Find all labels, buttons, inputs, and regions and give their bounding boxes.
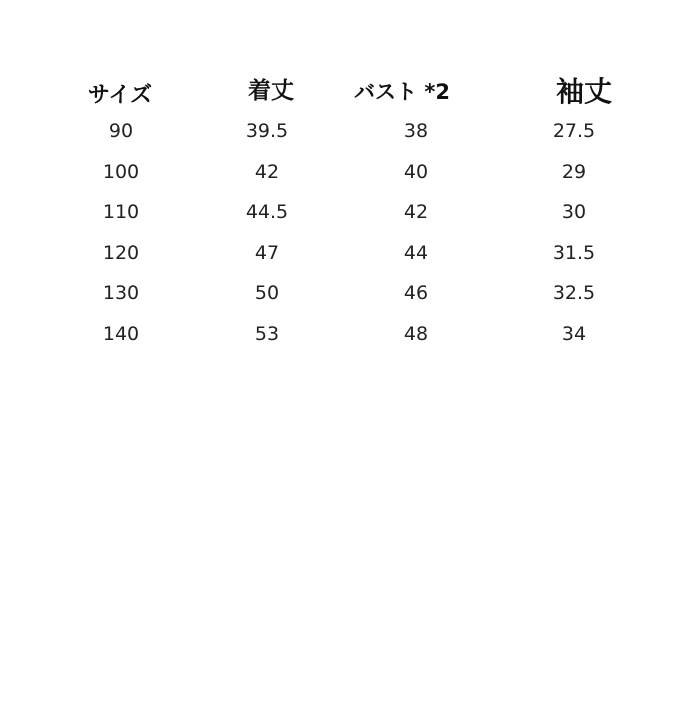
cell-sleeve: 27.5 [552, 120, 596, 142]
cell-bust: 38 [403, 120, 429, 142]
header-sleeve: 袖丈 [555, 75, 613, 108]
cell-length: 42 [254, 161, 280, 183]
cell-bust: 44 [403, 242, 429, 264]
cell-length: 53 [254, 323, 280, 345]
cell-length: 44.5 [245, 201, 289, 223]
table-row [0, 323, 700, 353]
cell-size: 90 [108, 120, 134, 142]
cell-sleeve: 31.5 [552, 242, 596, 264]
table-row [0, 120, 700, 150]
cell-length: 50 [254, 282, 280, 304]
cell-sleeve: 32.5 [552, 282, 596, 304]
cell-size: 100 [102, 161, 140, 183]
cell-length: 39.5 [245, 120, 289, 142]
table-row [0, 161, 700, 191]
table-row [0, 282, 700, 312]
cell-size: 130 [102, 282, 140, 304]
header-length: 着丈 [248, 78, 294, 104]
cell-length: 47 [254, 242, 280, 264]
table-row [0, 242, 700, 272]
cell-bust: 48 [403, 323, 429, 345]
header-size: サイズ [87, 83, 153, 108]
header-bust: バスト *2 [354, 80, 450, 104]
cell-bust: 46 [403, 282, 429, 304]
cell-bust: 42 [403, 201, 429, 223]
cell-sleeve: 34 [561, 323, 587, 345]
cell-bust: 40 [403, 161, 429, 183]
cell-size: 140 [102, 323, 140, 345]
cell-size: 120 [102, 242, 140, 264]
cell-sleeve: 29 [561, 161, 587, 183]
table-row [0, 201, 700, 231]
cell-size: 110 [102, 201, 140, 223]
cell-sleeve: 30 [561, 201, 587, 223]
